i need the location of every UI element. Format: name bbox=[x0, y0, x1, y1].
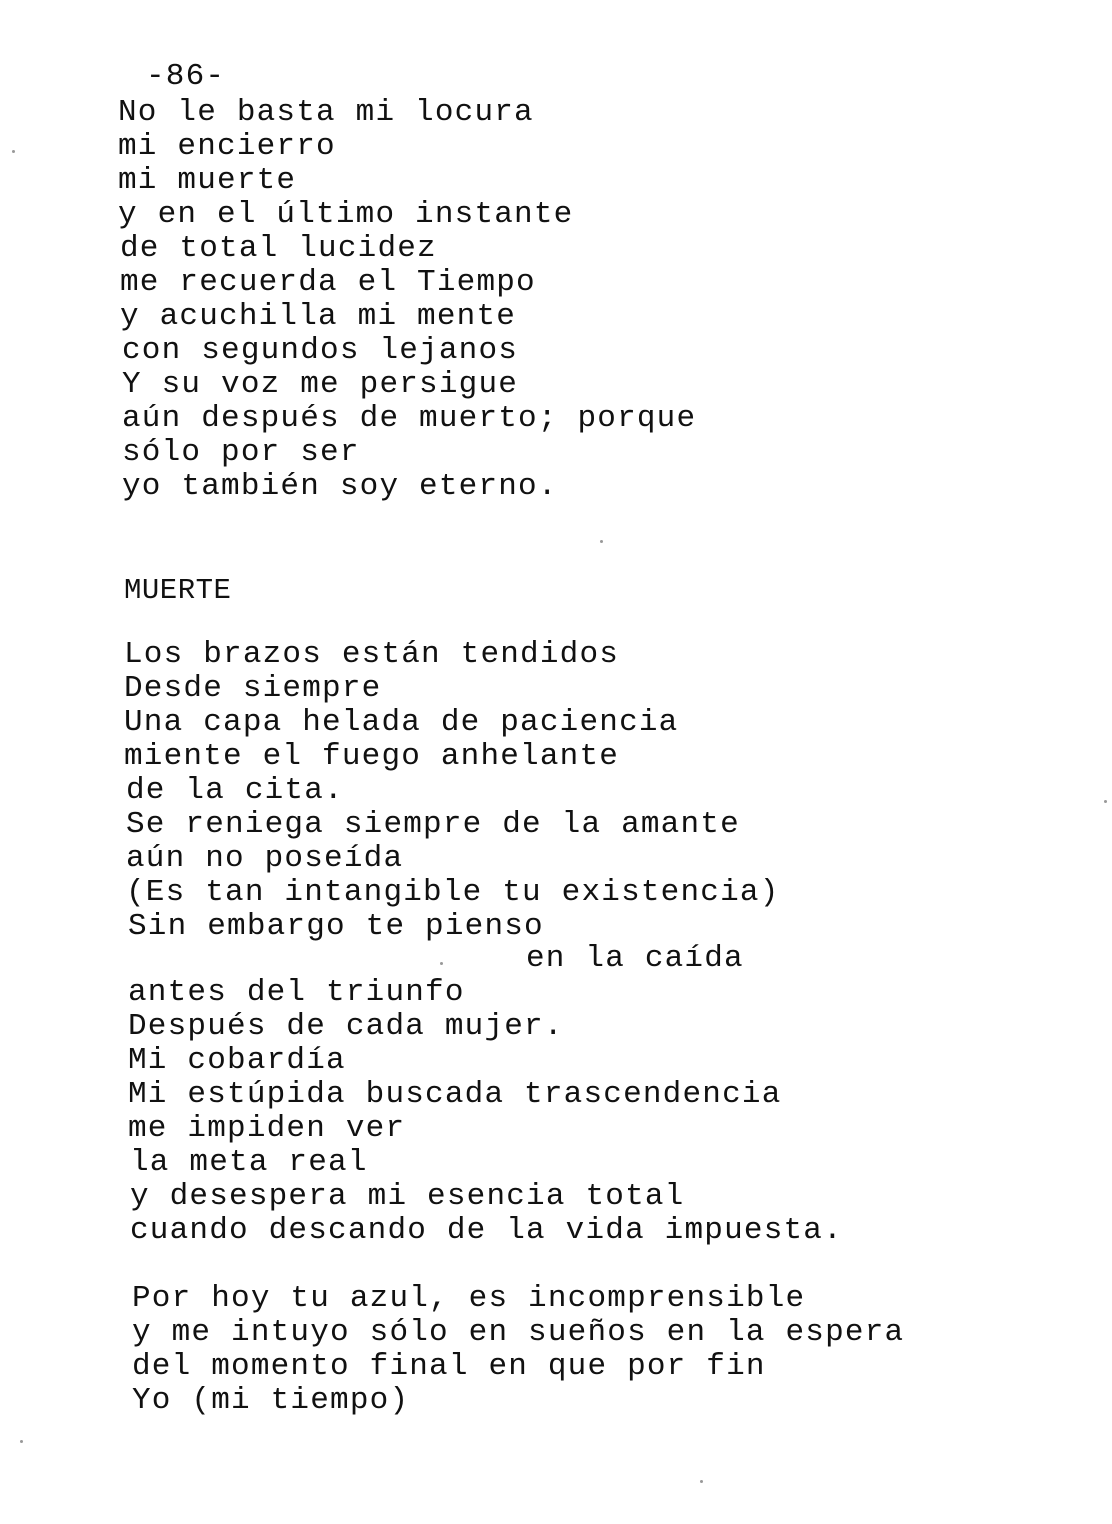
poem-line: aún después de muerto; porque bbox=[122, 401, 697, 436]
poem-line: antes del triunfo bbox=[128, 975, 465, 1010]
poem-line: yo también soy eterno. bbox=[122, 469, 558, 504]
poem-title: MUERTE bbox=[124, 574, 232, 607]
poem-line: Sin embargo te pienso bbox=[128, 909, 544, 944]
poem-line: me recuerda el Tiempo bbox=[120, 265, 536, 300]
scan-speck bbox=[600, 540, 603, 543]
poem-line: Y su voz me persigue bbox=[122, 367, 519, 402]
poem-line: la meta real bbox=[130, 1145, 368, 1180]
scan-speck bbox=[700, 1480, 703, 1483]
poem-line: sólo por ser bbox=[122, 435, 360, 470]
poem-line: del momento final en que por fin bbox=[132, 1349, 766, 1384]
poem-line: (Es tan intangible tu existencia) bbox=[126, 875, 780, 910]
poem-line: No le basta mi locura bbox=[118, 95, 534, 130]
poem-line: en la caída bbox=[526, 941, 744, 976]
poem-line: miente el fuego anhelante bbox=[124, 739, 620, 774]
poem-line: mi encierro bbox=[118, 129, 336, 164]
poem-line: y me intuyo sólo en sueños en la espera bbox=[132, 1315, 905, 1350]
poem-line: Yo (mi tiempo) bbox=[132, 1383, 410, 1418]
poem-line: Por hoy tu azul, es incomprensible bbox=[132, 1281, 806, 1316]
poem-line: con segundos lejanos bbox=[122, 333, 519, 368]
page-number: -86- bbox=[146, 59, 226, 94]
poem-line: Desde siempre bbox=[124, 671, 382, 706]
scan-speck bbox=[20, 1440, 23, 1443]
poem-line: de total lucidez bbox=[120, 231, 437, 266]
poem-line: me impiden ver bbox=[128, 1111, 406, 1146]
poem-line: y desespera mi esencia total bbox=[130, 1179, 685, 1214]
poem-line: mi muerte bbox=[118, 163, 297, 198]
poem-line: Los brazos están tendidos bbox=[124, 637, 620, 672]
poem-line: Después de cada mujer. bbox=[128, 1009, 564, 1044]
poem-line: y en el último instante bbox=[118, 197, 574, 232]
poem-line: Mi estúpida buscada trascendencia bbox=[128, 1077, 782, 1112]
scan-speck bbox=[1104, 800, 1107, 803]
poem-line: Mi cobardía bbox=[128, 1043, 346, 1078]
scan-speck bbox=[12, 150, 15, 153]
scan-speck bbox=[440, 962, 443, 965]
poem-line: y acuchilla mi mente bbox=[120, 299, 517, 334]
poem-line: aún no poseída bbox=[126, 841, 404, 876]
poem-line: Una capa helada de paciencia bbox=[124, 705, 679, 740]
poem-line: Se reniega siempre de la amante bbox=[126, 807, 740, 842]
poem-line: de la cita. bbox=[126, 773, 344, 808]
poem-line: cuando descando de la vida impuesta. bbox=[130, 1213, 843, 1248]
